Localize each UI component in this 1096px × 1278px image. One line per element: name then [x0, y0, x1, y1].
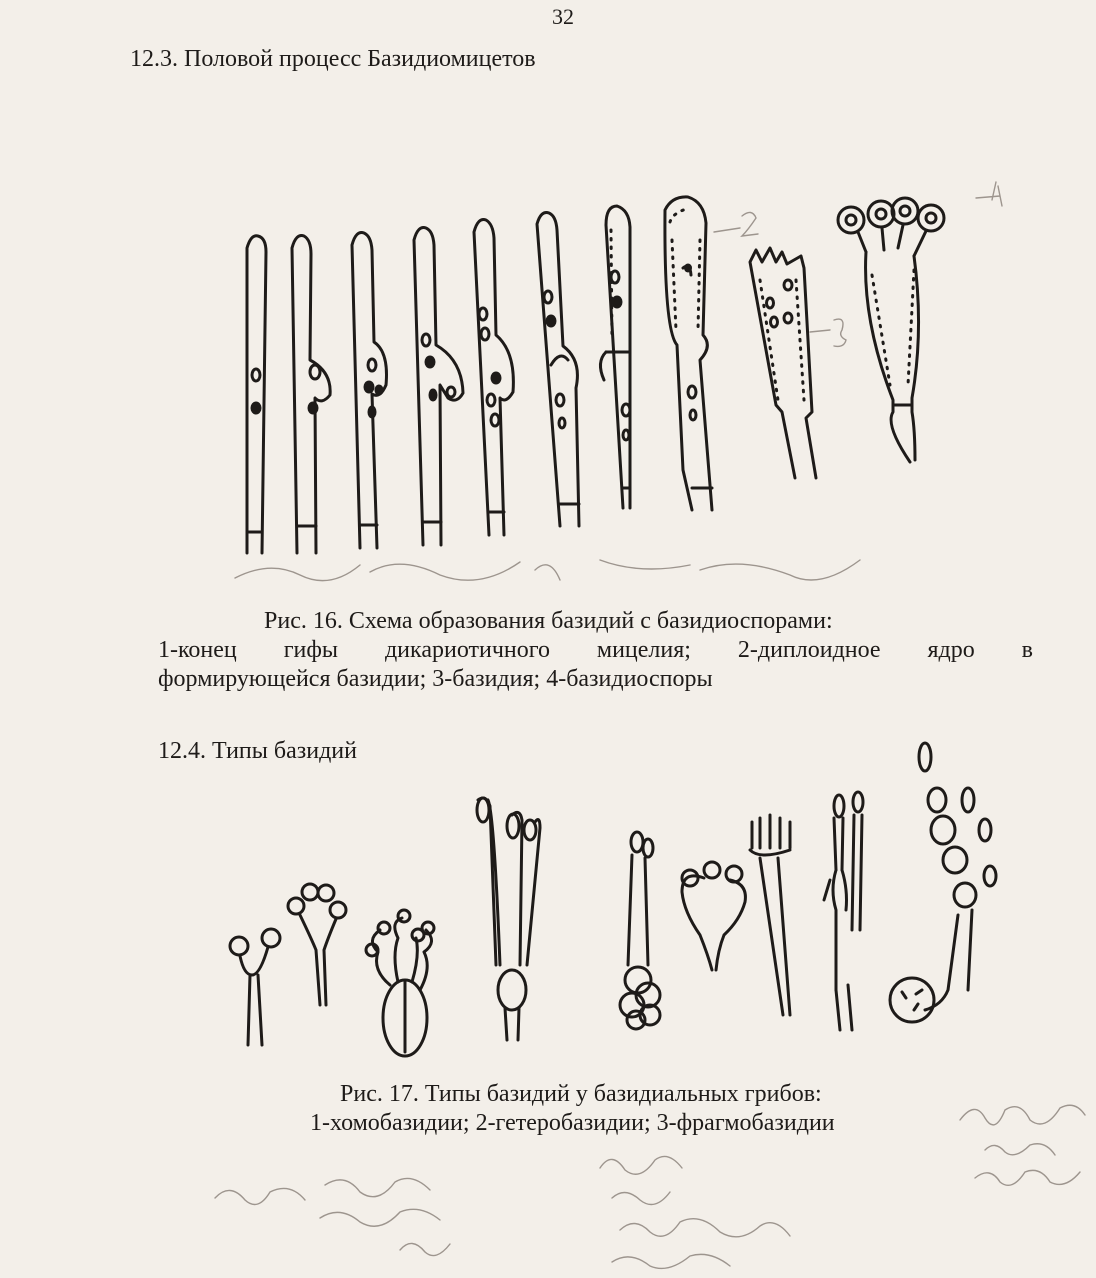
page-number: 32 — [552, 4, 574, 29]
basidium-type-phragmo-chain — [890, 743, 996, 1022]
section-title-sexual-process: 12.3. Половой процесс Базидиомицетов — [130, 46, 536, 72]
basidium-type-rounded — [682, 862, 745, 970]
basidium-type-two-spored — [230, 929, 280, 1045]
figure-16-caption-line-2: 1-конец гифы дикариотичного мицелия; 2-диплоидное ядро в — [158, 637, 1033, 663]
figure-16-caption-line-3: формирующейся базидии; 3-базидия; 4-базидиоспоры — [158, 666, 713, 692]
figure-17-caption — [310, 1080, 950, 1138]
figure-16-caption-title: Рис. 16. Схема образования базидий с базидиоспорами: — [264, 608, 833, 634]
basidium-type-sporeball — [620, 832, 660, 1029]
basidium-type-branched — [824, 792, 863, 1030]
section-title-basidia-types: 12.4. Типы базидий — [158, 738, 357, 764]
basidium-type-parallel — [750, 815, 790, 1015]
basidium-type-four-spored — [288, 884, 346, 1005]
figure-17-caption-line-2: 1-хомобазидии; 2-гетеробазидии; 3-фрагмобазидии — [310, 1110, 835, 1136]
basidium-type-long-sterigmata — [477, 798, 540, 1040]
figure-17-caption-title: Рис. 17. Типы базидий у базидиальных грибов: — [340, 1081, 822, 1107]
basidium-type-tremelloid — [366, 910, 434, 1056]
